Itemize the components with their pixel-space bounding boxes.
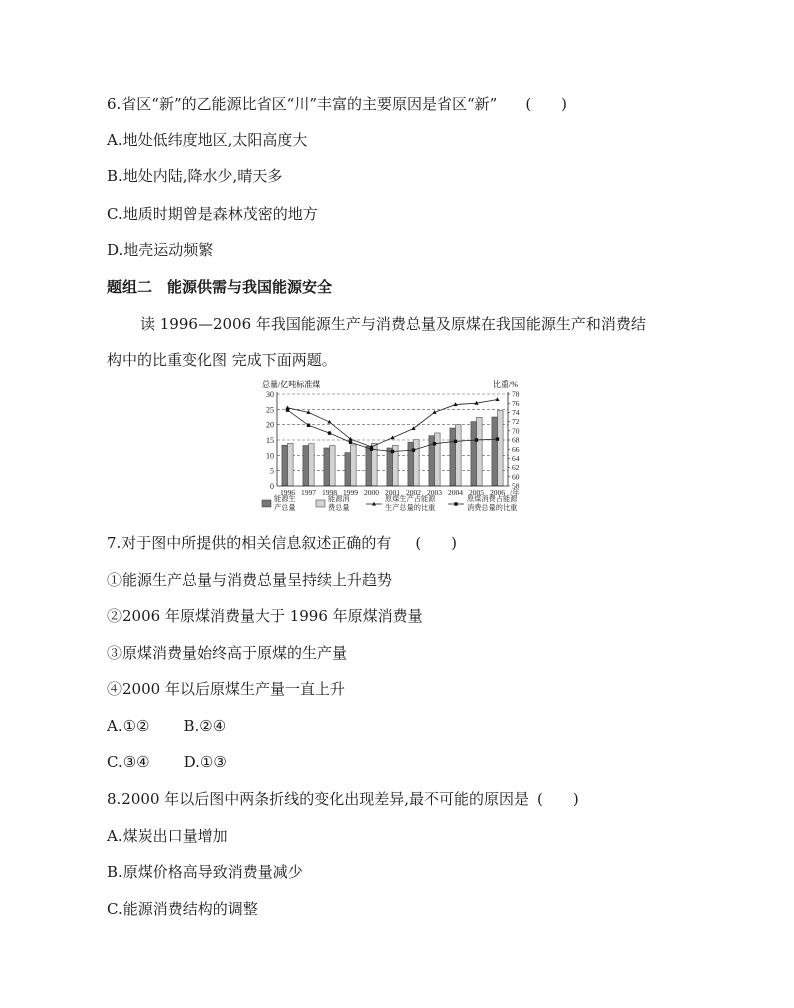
left-ticks <box>266 390 274 491</box>
bar-consumption <box>498 411 504 486</box>
right-tick-label: 64 <box>512 454 520 463</box>
energy-chart <box>250 378 550 526</box>
q6-option-c: C.地质时期曾是森林茂密的地方 <box>107 205 318 223</box>
q7-statement-1: ①能源生产总量与消费总量呈持续上升趋势 <box>107 571 393 589</box>
q7-statement-4: ④2000 年以后原煤生产量一直上升 <box>107 680 345 698</box>
square-marker <box>307 424 310 427</box>
right-tick-label: 70 <box>512 426 520 436</box>
legend-label-line1: 能源生 <box>274 495 296 503</box>
x-tick-label: 1998 <box>322 488 337 497</box>
right-tick-label: 78 <box>512 389 520 399</box>
bar-consumption <box>456 425 462 486</box>
bar-consumption <box>477 417 483 486</box>
triangle-marker <box>348 437 352 441</box>
bar-production <box>450 428 456 486</box>
square-marker <box>349 441 352 444</box>
right-tick-label: 60 <box>512 472 520 482</box>
square-marker <box>475 438 478 441</box>
q8-option-b: B.原煤价格高导致消费量减少 <box>107 863 303 881</box>
q7-option-a: A.①② <box>107 717 150 735</box>
square-marker <box>391 450 394 453</box>
answer-blank: ( ) <box>525 95 568 113</box>
question-7-stem: 7.对于图中所提供的相关信息叙述正确的有 ( ) <box>107 534 458 552</box>
triangle-marker <box>495 397 499 401</box>
right-tick-label: 72 <box>512 417 520 427</box>
legend-label-line2: 消费总量的比重 <box>467 504 518 512</box>
legend-label-line1: 原煤消费占能源 <box>467 495 518 503</box>
x-tick-label: 1997 <box>301 488 316 497</box>
right-tick-label: 58 <box>512 481 520 491</box>
square-marker <box>496 437 499 440</box>
x-tick-label: 2001 <box>385 488 400 497</box>
triangle-marker <box>411 426 415 430</box>
bar-consumption <box>435 433 441 486</box>
bar-consumption <box>288 443 294 486</box>
x-tick-label: 2004 <box>448 488 463 497</box>
q6-option-a: A.地处低纬度地区,太阳高度大 <box>107 131 308 149</box>
bar-production <box>345 453 351 486</box>
legend-label-line1: 原煤生产占能源 <box>385 495 436 503</box>
right-tick-label: 66 <box>512 444 520 454</box>
q6-option-b: B.地处内陆,降水少,晴天多 <box>107 167 283 185</box>
left-tick-label: 20 <box>266 420 274 430</box>
right-tick-label: 76 <box>512 398 520 408</box>
legend-label-line2: 生产总量的比重 <box>385 504 436 512</box>
square-marker <box>433 442 436 445</box>
intro-line-1: 读 1996—2006 年我国能源生产与消费总量及原煤在我国能源生产和消费结 <box>140 315 646 333</box>
answer-blank: ( ) <box>537 790 579 808</box>
left-tick-label: 15 <box>266 436 274 445</box>
left-tick-label: 5 <box>270 466 274 476</box>
q7-option-c: C.③④ <box>107 753 150 771</box>
bar-consumption <box>351 445 357 486</box>
bar-consumption <box>414 440 420 486</box>
left-axis-label: 总量/亿吨标准煤 <box>262 380 321 389</box>
q7-option-d: D.①③ <box>183 753 227 771</box>
section-title: 题组二 能源供需与我国能源安全 <box>107 278 333 296</box>
question-6-stem: 6.省区“新”的乙能源比省区“川”丰富的主要原因是省区“新” ( ) <box>107 95 568 113</box>
bar-consumption <box>330 446 336 486</box>
square-marker <box>328 431 331 434</box>
q8-option-a: A.煤炭出口量增加 <box>107 827 228 845</box>
legend-label-line2: 产总量 <box>274 504 296 512</box>
q6-option-d: D.地壳运动频繁 <box>107 241 214 259</box>
square-marker <box>286 408 289 411</box>
bar-production <box>387 448 393 486</box>
right-tick-label: 68 <box>512 435 520 445</box>
x-tick-label: 1996 <box>280 488 295 497</box>
right-axis-label: 比重/% <box>493 380 518 389</box>
bars <box>282 411 503 486</box>
left-tick-label: 30 <box>266 390 274 399</box>
q7-options-row-2 <box>107 752 227 772</box>
square-marker <box>412 448 415 451</box>
q7-statement-3: ③原煤消费量始终高于原煤的生产量 <box>107 644 348 662</box>
legend-label-line2: 费总量 <box>328 504 350 512</box>
right-ticks <box>508 390 520 491</box>
answer-blank: ( ) <box>415 534 458 552</box>
q8-option-c: C.能源消费结构的调整 <box>107 900 258 918</box>
lines <box>285 397 499 453</box>
x-tick-label: 2003 <box>427 488 442 497</box>
right-tick-label: 62 <box>512 463 520 473</box>
bar-production <box>492 417 498 486</box>
x-tick-label: 2000 <box>364 488 379 497</box>
bar-production <box>366 446 372 486</box>
x-axis-unit: /年 <box>510 488 520 497</box>
bar-production <box>471 422 477 486</box>
left-tick-label: 25 <box>266 405 274 415</box>
x-tick-label: 2005 <box>469 488 484 497</box>
right-tick-label: 74 <box>512 408 520 417</box>
x-tick-label: 2006 <box>490 488 505 497</box>
intro-line-2: 构中的比重变化图 完成下面两题。 <box>107 351 337 369</box>
q7-statement-2: ②2006 年原煤消费量大于 1996 年原煤消费量 <box>107 607 423 625</box>
x-tick-label: 1999 <box>343 488 358 497</box>
square-marker <box>370 448 373 451</box>
q7-options-row-1 <box>107 716 226 736</box>
left-tick-label: 0 <box>270 482 274 491</box>
legend-square-marker <box>454 502 457 505</box>
question-8-stem: 8.2000 年以后图中两条折线的变化出现差异,最不可能的原因是 ( ) <box>107 790 579 808</box>
x-tick-label: 2002 <box>406 488 421 497</box>
legend-label-line1: 能源消 <box>328 495 350 503</box>
square-marker <box>454 440 457 443</box>
left-tick-label: 10 <box>266 451 274 461</box>
bar-production <box>303 446 309 486</box>
bar-consumption <box>309 444 315 486</box>
bar-production <box>324 448 330 486</box>
legend-swatch-consumption <box>316 500 325 507</box>
bar-production <box>282 445 288 486</box>
legend-swatch-production <box>262 500 271 507</box>
q7-option-b: B.②④ <box>183 717 227 735</box>
